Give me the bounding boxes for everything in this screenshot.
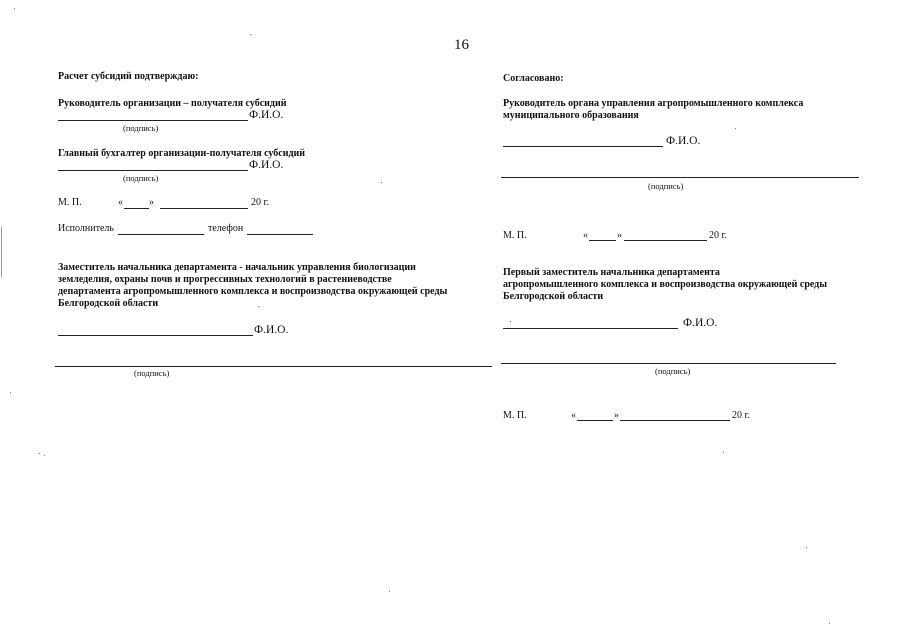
head-of-body-line-1: Руководитель органа управления агропромышленного комплекса (503, 98, 804, 109)
signature-caption-head-of-body: (подпись) (648, 181, 684, 191)
first-deputy-line-3: Белгородской области (503, 291, 604, 302)
phone-line (247, 234, 313, 235)
first-deputy-line-2: агропромышленного комплекса и воспроизводства окружающей среды (503, 279, 828, 290)
signature-line-first-deputy (503, 328, 678, 329)
head-of-body-line-2: муниципального образования (503, 110, 639, 121)
signature-caption-accountant: (подпись) (123, 173, 159, 183)
signature-line-head-of-body (503, 146, 663, 147)
date-day-line-right-2 (577, 420, 613, 421)
executor-line (118, 234, 204, 235)
signature-long-line-head-of-body (501, 177, 859, 178)
signature-caption-first-deputy: (подпись) (655, 366, 691, 376)
date-quote-open-right-2: « (571, 410, 576, 421)
date-quote-close-right: » (617, 230, 622, 241)
date-year-label-right-2: 20 г. (732, 410, 750, 421)
deputy-line-3: департамента агропромышленного комплекса и воспроизводства окружающей среды (58, 286, 448, 297)
fio-label-head: Ф.И.О. (249, 109, 284, 121)
head-of-org-label: Руководитель организации – получателя субсидий (58, 98, 287, 109)
stamp-label-right-2: М. П. (503, 410, 527, 421)
date-day-line (124, 208, 149, 209)
signature-caption-deputy: (подпись) (134, 368, 170, 378)
signature-caption-head: (подпись) (123, 123, 159, 133)
right-heading: Согласовано: (503, 73, 564, 84)
deputy-line-2: земледелия, охраны почв и прогрессивных технологий в растениеводстве (58, 274, 392, 285)
phone-label: телефон (208, 223, 244, 234)
signature-line-head (58, 120, 248, 121)
signature-long-line-first-deputy (501, 363, 836, 364)
date-year-label-right: 20 г. (709, 230, 727, 241)
date-month-line-right-2 (620, 420, 730, 421)
deputy-line-1: Заместитель начальника департамента - начальник управления биологизации (58, 262, 416, 273)
stamp-label-right: М. П. (503, 230, 527, 241)
date-quote-open-right: « (583, 230, 588, 241)
fio-label-deputy: Ф.И.О. (254, 324, 289, 336)
date-month-line (160, 208, 248, 209)
left-heading: Расчет субсидий подтверждаю: (58, 71, 199, 82)
date-year-label: 20 г. (251, 197, 269, 208)
signature-line-accountant (58, 170, 248, 171)
date-quote-close: » (149, 197, 154, 208)
deputy-line-4: Белгородской области (58, 298, 159, 309)
executor-label: Исполнитель (58, 223, 114, 234)
signature-line-deputy (58, 335, 253, 336)
fio-label-first-deputy: Ф.И.О. (683, 317, 718, 329)
date-day-line-right (589, 240, 616, 241)
page-number: 16 (454, 37, 469, 53)
fio-label-head-of-body: Ф.И.О. (666, 135, 701, 147)
date-quote-open: « (118, 197, 123, 208)
first-deputy-line-1: Первый заместитель начальника департамента (503, 267, 720, 278)
date-quote-close-right-2: » (614, 410, 619, 421)
stamp-label: М. П. (58, 197, 82, 208)
chief-accountant-label: Главный бухгалтер организации-получателя субсидий (58, 148, 306, 159)
signature-long-line-deputy (55, 366, 492, 367)
date-month-line-right (624, 240, 707, 241)
fio-label-accountant: Ф.И.О. (249, 159, 284, 171)
